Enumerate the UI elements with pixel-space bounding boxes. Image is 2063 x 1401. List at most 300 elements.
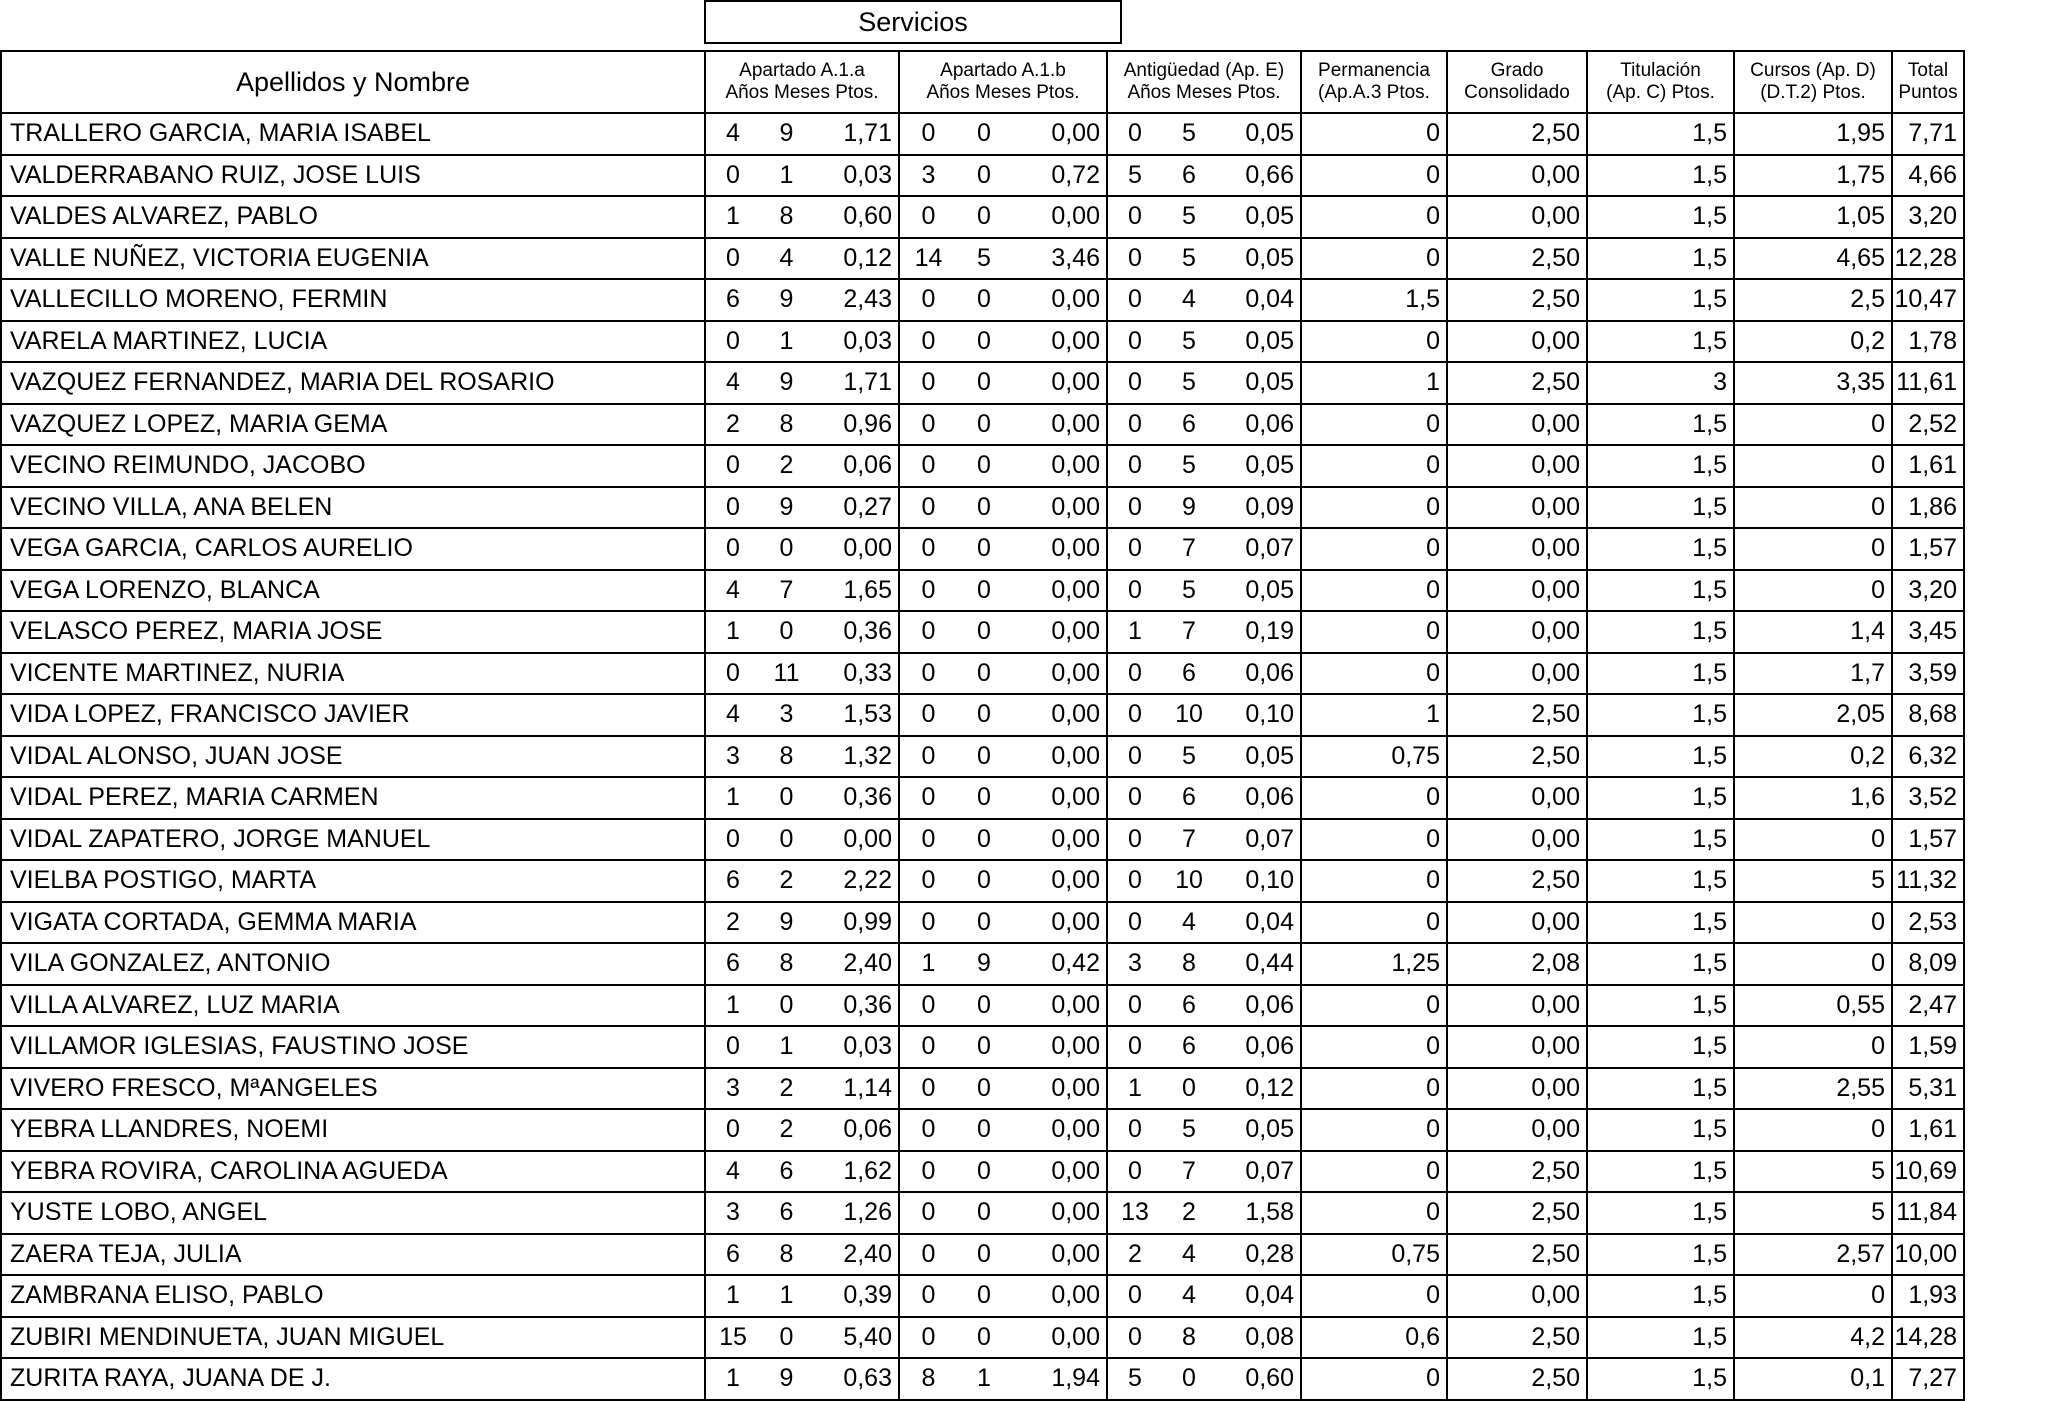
cell-grado: 2,50 <box>1447 113 1587 155</box>
cell-grado: 0,00 <box>1447 1275 1587 1317</box>
cell-a1a-months: 1 <box>779 160 794 189</box>
cell-a1b-years: 0 <box>899 321 957 363</box>
cell-antig-months: 5 <box>1182 741 1196 770</box>
header-row <box>1 51 1964 113</box>
cell-antig-points: 0,05 <box>1216 238 1301 280</box>
cell-antig-years: 0 <box>1107 985 1162 1027</box>
table-row <box>1 321 1964 363</box>
cell-a1a-years: 0 <box>705 1026 760 1068</box>
cell-total: 11,84 <box>1892 1192 1964 1234</box>
cell-antig-months: 4 <box>1182 285 1196 314</box>
cell-a1a-years: 2 <box>705 902 760 944</box>
cell-a1b-points: 0,00 <box>1011 445 1107 487</box>
cell-a1a-years: 2 <box>705 404 760 446</box>
cell-a1a-years: 4 <box>705 362 760 404</box>
cell-a1a-points: 0,06 <box>813 1109 899 1151</box>
cell-antig-points: 0,09 <box>1216 487 1301 529</box>
cell-permanencia: 0 <box>1301 902 1447 944</box>
cell-antig-months: 6 <box>1182 990 1196 1019</box>
cell-cursos: 1,6 <box>1734 777 1892 819</box>
cell-a1a-years: 6 <box>705 1234 760 1276</box>
cell-antig-points: 0,04 <box>1216 902 1301 944</box>
cell-antig-years: 0 <box>1107 113 1162 155</box>
cell-a1b-years: 0 <box>899 279 957 321</box>
cell-antig-points: 0,28 <box>1216 1234 1301 1276</box>
cell-a1b-years: 0 <box>899 736 957 778</box>
cell-antig-years: 0 <box>1107 1317 1162 1359</box>
cell-a1b-months: 0 <box>977 658 991 687</box>
cell-a1a-years: 1 <box>705 777 760 819</box>
cell-a1b-years: 14 <box>899 238 957 280</box>
header-a1a <box>705 51 899 113</box>
cell-a1b-months: 0 <box>977 368 991 397</box>
cell-permanencia: 1 <box>1301 694 1447 736</box>
cell-a1b-years: 0 <box>899 570 957 612</box>
cell-a1b-points: 0,00 <box>1011 611 1107 653</box>
cell-cursos: 0,55 <box>1734 985 1892 1027</box>
cell-name: VALLE NUÑEZ, VICTORIA EUGENIA <box>1 238 705 280</box>
cell-name: VEGA GARCIA, CARLOS AURELIO <box>1 528 705 570</box>
table-row <box>1 1109 1964 1151</box>
cell-permanencia: 0 <box>1301 570 1447 612</box>
cell-a1a-months: 2 <box>779 1115 794 1144</box>
cell-a1b-years: 0 <box>899 362 957 404</box>
header-cursos-line1: Cursos (Ap. D) <box>1750 60 1876 81</box>
header-a1a-line2: Años Meses Ptos. <box>725 82 879 103</box>
cell-total: 7,71 <box>1892 113 1964 155</box>
cell-a1b-months: 0 <box>977 617 991 646</box>
cell-antig-months: 5 <box>1182 243 1196 272</box>
table-row <box>1 736 1964 778</box>
cell-antig-points: 0,05 <box>1216 736 1301 778</box>
cell-a1a-months: 8 <box>779 409 794 438</box>
cell-a1b-points: 0,00 <box>1011 902 1107 944</box>
table-row <box>1 819 1964 861</box>
cell-permanencia: 0,75 <box>1301 736 1447 778</box>
cell-a1a-months: 0 <box>779 990 794 1019</box>
cell-a1a-years: 3 <box>705 1068 760 1110</box>
cell-titulacion: 1,5 <box>1587 1358 1734 1400</box>
cell-antig-years: 1 <box>1107 1068 1162 1110</box>
cell-antig-months: 6 <box>1182 658 1196 687</box>
cell-permanencia: 0 <box>1301 1068 1447 1110</box>
cell-a1a-points: 0,00 <box>813 528 899 570</box>
cell-titulacion: 1,5 <box>1587 155 1734 197</box>
cell-titulacion: 1,5 <box>1587 1192 1734 1234</box>
cell-total: 8,09 <box>1892 943 1964 985</box>
cell-a1b-points: 0,00 <box>1011 362 1107 404</box>
cell-antig-points: 0,06 <box>1216 404 1301 446</box>
cell-a1b-months: 0 <box>977 119 991 148</box>
cell-name: VAZQUEZ FERNANDEZ, MARIA DEL ROSARIO <box>1 362 705 404</box>
cell-a1a-points: 0,60 <box>813 196 899 238</box>
cell-antig-points: 0,05 <box>1216 362 1301 404</box>
cell-a1a-months: 0 <box>779 617 794 646</box>
cell-a1a-points: 0,33 <box>813 653 899 695</box>
table-row <box>1 1317 1964 1359</box>
cell-grado: 0,00 <box>1447 1068 1587 1110</box>
cell-a1a-points: 5,40 <box>813 1317 899 1359</box>
cell-a1b-years: 0 <box>899 113 957 155</box>
cell-a1b-years: 0 <box>899 694 957 736</box>
cell-titulacion: 1,5 <box>1587 694 1734 736</box>
header-a1a-line1: Apartado A.1.a <box>739 60 865 81</box>
cell-titulacion: 1,5 <box>1587 1068 1734 1110</box>
cell-a1b-years: 0 <box>899 404 957 446</box>
cell-total: 8,68 <box>1892 694 1964 736</box>
table-row <box>1 445 1964 487</box>
cell-permanencia: 1,25 <box>1301 943 1447 985</box>
cell-antig-months: 0 <box>1182 1364 1196 1393</box>
header-a1b <box>899 51 1107 113</box>
cell-a1b-years: 0 <box>899 196 957 238</box>
cell-a1b-years: 3 <box>899 155 957 197</box>
cell-name: VALLECILLO MORENO, FERMIN <box>1 279 705 321</box>
cell-permanencia: 0 <box>1301 1151 1447 1193</box>
cell-antig-months: 7 <box>1182 1156 1196 1185</box>
cell-a1b-points: 0,00 <box>1011 860 1107 902</box>
header-grado-line1: Grado <box>1490 60 1544 81</box>
table-row <box>1 1234 1964 1276</box>
cell-a1a-points: 0,00 <box>813 819 899 861</box>
cell-antig-months: 8 <box>1182 949 1196 978</box>
cell-titulacion: 1,5 <box>1587 985 1734 1027</box>
cell-antig-points: 0,06 <box>1216 1026 1301 1068</box>
cell-permanencia: 0 <box>1301 196 1447 238</box>
cell-a1b-months: 0 <box>977 741 991 770</box>
cell-a1a-years: 4 <box>705 113 760 155</box>
cell-a1b-years: 0 <box>899 819 957 861</box>
cell-cursos: 0 <box>1734 445 1892 487</box>
cell-cursos: 0,1 <box>1734 1358 1892 1400</box>
cell-permanencia: 0 <box>1301 1192 1447 1234</box>
cell-grado: 0,00 <box>1447 653 1587 695</box>
cell-name: VALDERRABANO RUIZ, JOSE LUIS <box>1 155 705 197</box>
cell-a1b-months: 0 <box>977 907 991 936</box>
cell-titulacion: 1,5 <box>1587 943 1734 985</box>
cell-total: 1,57 <box>1892 528 1964 570</box>
cell-antig-points: 0,66 <box>1216 155 1301 197</box>
cell-cursos: 2,57 <box>1734 1234 1892 1276</box>
cell-cursos: 3,35 <box>1734 362 1892 404</box>
table-row <box>1 404 1964 446</box>
cell-a1a-months: 9 <box>779 492 794 521</box>
cell-antig-points: 0,05 <box>1216 196 1301 238</box>
cell-a1a-points: 0,36 <box>813 611 899 653</box>
cell-a1b-years: 0 <box>899 902 957 944</box>
cell-permanencia: 0 <box>1301 487 1447 529</box>
cell-antig-years: 0 <box>1107 528 1162 570</box>
cell-total: 1,93 <box>1892 1275 1964 1317</box>
cell-total: 10,47 <box>1892 279 1964 321</box>
header-antiguedad-line2: Años Meses Ptos. <box>1127 82 1281 103</box>
cell-a1a-years: 15 <box>705 1317 760 1359</box>
cell-titulacion: 3 <box>1587 362 1734 404</box>
cell-cursos: 1,4 <box>1734 611 1892 653</box>
table-row <box>1 943 1964 985</box>
cell-antig-months: 5 <box>1182 119 1196 148</box>
cell-a1b-years: 1 <box>899 943 957 985</box>
cell-a1a-points: 0,96 <box>813 404 899 446</box>
cell-grado: 0,00 <box>1447 528 1587 570</box>
cell-a1b-years: 0 <box>899 1109 957 1151</box>
cell-a1b-points: 0,42 <box>1011 943 1107 985</box>
cell-permanencia: 1,5 <box>1301 279 1447 321</box>
cell-antig-months: 6 <box>1182 160 1196 189</box>
cell-a1b-years: 0 <box>899 1192 957 1234</box>
cell-a1a-points: 1,14 <box>813 1068 899 1110</box>
cell-a1b-points: 0,00 <box>1011 196 1107 238</box>
cell-antig-years: 0 <box>1107 777 1162 819</box>
cell-name: YEBRA LLANDRES, NOEMI <box>1 1109 705 1151</box>
cell-a1b-points: 0,72 <box>1011 155 1107 197</box>
cell-name: VILLA ALVAREZ, LUZ MARIA <box>1 985 705 1027</box>
cell-titulacion: 1,5 <box>1587 445 1734 487</box>
header-cursos-line2: (D.T.2) Ptos. <box>1760 82 1866 103</box>
cell-titulacion: 1,5 <box>1587 1109 1734 1151</box>
cell-cursos: 5 <box>1734 860 1892 902</box>
cell-cursos: 0 <box>1734 404 1892 446</box>
header-titulacion <box>1587 51 1734 113</box>
table-row <box>1 155 1964 197</box>
cell-grado: 0,00 <box>1447 985 1587 1027</box>
cell-name: VIGATA CORTADA, GEMMA MARIA <box>1 902 705 944</box>
cell-a1b-months: 0 <box>977 1198 991 1227</box>
cell-antig-years: 0 <box>1107 321 1162 363</box>
cell-total: 2,52 <box>1892 404 1964 446</box>
cell-cursos: 2,55 <box>1734 1068 1892 1110</box>
cell-antig-months: 5 <box>1182 451 1196 480</box>
cell-antig-months: 5 <box>1182 326 1196 355</box>
table-row <box>1 1275 1964 1317</box>
cell-a1a-years: 0 <box>705 445 760 487</box>
cell-total: 4,66 <box>1892 155 1964 197</box>
cell-total: 5,31 <box>1892 1068 1964 1110</box>
cell-a1a-months: 8 <box>779 741 794 770</box>
cell-grado: 0,00 <box>1447 611 1587 653</box>
cell-a1a-points: 0,36 <box>813 985 899 1027</box>
scores-table <box>0 50 1965 1401</box>
cell-a1b-months: 0 <box>977 824 991 853</box>
cell-a1a-years: 1 <box>705 611 760 653</box>
cell-cursos: 0 <box>1734 570 1892 612</box>
cell-a1a-points: 1,71 <box>813 113 899 155</box>
cell-a1a-points: 1,71 <box>813 362 899 404</box>
cell-titulacion: 1,5 <box>1587 1317 1734 1359</box>
cell-total: 2,53 <box>1892 902 1964 944</box>
cell-a1b-months: 0 <box>977 492 991 521</box>
cell-a1a-years: 4 <box>705 570 760 612</box>
cell-permanencia: 0 <box>1301 321 1447 363</box>
cell-antig-years: 0 <box>1107 487 1162 529</box>
cell-a1b-points: 0,00 <box>1011 819 1107 861</box>
cell-a1a-months: 1 <box>779 1032 794 1061</box>
table-row <box>1 860 1964 902</box>
cell-titulacion: 1,5 <box>1587 487 1734 529</box>
header-antiguedad <box>1107 51 1301 113</box>
table-row <box>1 653 1964 695</box>
cell-grado: 2,08 <box>1447 943 1587 985</box>
cell-a1b-years: 0 <box>899 445 957 487</box>
cell-total: 12,28 <box>1892 238 1964 280</box>
cell-grado: 0,00 <box>1447 819 1587 861</box>
cell-antig-years: 0 <box>1107 1109 1162 1151</box>
cell-a1b-months: 0 <box>977 1073 991 1102</box>
cell-titulacion: 1,5 <box>1587 777 1734 819</box>
cell-antig-points: 0,05 <box>1216 113 1301 155</box>
cell-a1b-points: 0,00 <box>1011 1317 1107 1359</box>
header-permanencia-line2: (Ap.A.3 Ptos. <box>1318 82 1430 103</box>
cell-a1a-points: 2,40 <box>813 1234 899 1276</box>
cell-name: VECINO REIMUNDO, JACOBO <box>1 445 705 487</box>
cell-antig-points: 0,05 <box>1216 570 1301 612</box>
cell-a1a-years: 0 <box>705 155 760 197</box>
cell-a1a-points: 2,43 <box>813 279 899 321</box>
cell-grado: 0,00 <box>1447 570 1587 612</box>
cell-titulacion: 1,5 <box>1587 1151 1734 1193</box>
cell-titulacion: 1,5 <box>1587 611 1734 653</box>
cell-a1a-years: 3 <box>705 736 760 778</box>
cell-a1a-points: 0,12 <box>813 238 899 280</box>
cell-a1a-months: 0 <box>779 1322 794 1351</box>
cell-cursos: 2,05 <box>1734 694 1892 736</box>
cell-cursos: 0 <box>1734 1109 1892 1151</box>
cell-grado: 2,50 <box>1447 279 1587 321</box>
cell-antig-years: 0 <box>1107 902 1162 944</box>
cell-grado: 0,00 <box>1447 445 1587 487</box>
cell-a1b-months: 0 <box>977 1032 991 1061</box>
header-name: Apellidos y Nombre <box>1 51 705 113</box>
cell-antig-years: 0 <box>1107 404 1162 446</box>
cell-antig-months: 5 <box>1182 202 1196 231</box>
cell-a1b-points: 0,00 <box>1011 404 1107 446</box>
cell-permanencia: 0 <box>1301 860 1447 902</box>
cell-a1b-points: 0,00 <box>1011 528 1107 570</box>
cell-name: ZUBIRI MENDINUETA, JUAN MIGUEL <box>1 1317 705 1359</box>
cell-antig-points: 0,07 <box>1216 528 1301 570</box>
cell-name: VIDAL ZAPATERO, JORGE MANUEL <box>1 819 705 861</box>
cell-cursos: 0,2 <box>1734 321 1892 363</box>
cell-a1b-months: 0 <box>977 1322 991 1351</box>
cell-total: 1,57 <box>1892 819 1964 861</box>
cell-a1a-months: 6 <box>779 1156 794 1185</box>
table-row <box>1 487 1964 529</box>
cell-permanencia: 0 <box>1301 113 1447 155</box>
cell-total: 10,69 <box>1892 1151 1964 1193</box>
cell-permanencia: 0 <box>1301 611 1447 653</box>
cell-a1a-months: 8 <box>779 949 794 978</box>
cell-a1a-months: 9 <box>779 285 794 314</box>
cell-grado: 0,00 <box>1447 487 1587 529</box>
header-titulacion-line1: Titulación <box>1620 60 1701 81</box>
cell-permanencia: 0 <box>1301 1109 1447 1151</box>
table-row <box>1 1358 1964 1400</box>
cell-antig-points: 0,04 <box>1216 279 1301 321</box>
cell-grado: 2,50 <box>1447 1358 1587 1400</box>
cell-name: YUSTE LOBO, ANGEL <box>1 1192 705 1234</box>
cell-a1a-points: 1,53 <box>813 694 899 736</box>
cell-antig-months: 10 <box>1175 866 1203 895</box>
cell-total: 1,61 <box>1892 1109 1964 1151</box>
cell-a1a-months: 8 <box>779 1239 794 1268</box>
cell-grado: 0,00 <box>1447 1109 1587 1151</box>
cell-permanencia: 0 <box>1301 819 1447 861</box>
header-titulacion-line2: (Ap. C) Ptos. <box>1606 82 1715 103</box>
cell-name: VILLAMOR IGLESIAS, FAUSTINO JOSE <box>1 1026 705 1068</box>
cell-permanencia: 0,6 <box>1301 1317 1447 1359</box>
cell-grado: 2,50 <box>1447 1151 1587 1193</box>
servicios-group-title: Servicios <box>704 0 1122 44</box>
cell-name: VALDES ALVAREZ, PABLO <box>1 196 705 238</box>
cell-a1b-years: 0 <box>899 611 957 653</box>
cell-cursos: 1,7 <box>1734 653 1892 695</box>
cell-permanencia: 0 <box>1301 1275 1447 1317</box>
cell-a1a-months: 9 <box>779 119 794 148</box>
table-row <box>1 113 1964 155</box>
cell-name: VELASCO PEREZ, MARIA JOSE <box>1 611 705 653</box>
cell-grado: 0,00 <box>1447 155 1587 197</box>
cell-titulacion: 1,5 <box>1587 279 1734 321</box>
cell-cursos: 1,95 <box>1734 113 1892 155</box>
cell-antig-years: 2 <box>1107 1234 1162 1276</box>
cell-permanencia: 0 <box>1301 777 1447 819</box>
cell-a1a-months: 9 <box>779 907 794 936</box>
table-row <box>1 777 1964 819</box>
cell-antig-points: 0,10 <box>1216 860 1301 902</box>
cell-cursos: 0 <box>1734 819 1892 861</box>
cell-a1a-months: 1 <box>779 1281 794 1310</box>
cell-a1a-points: 0,36 <box>813 777 899 819</box>
cell-total: 1,78 <box>1892 321 1964 363</box>
cell-titulacion: 1,5 <box>1587 321 1734 363</box>
cell-a1a-months: 9 <box>779 1364 794 1393</box>
cell-antig-points: 0,05 <box>1216 1109 1301 1151</box>
cell-grado: 0,00 <box>1447 902 1587 944</box>
cell-cursos: 1,05 <box>1734 196 1892 238</box>
cell-antig-months: 6 <box>1182 409 1196 438</box>
cell-a1a-points: 2,22 <box>813 860 899 902</box>
cell-antig-years: 0 <box>1107 570 1162 612</box>
cell-a1b-months: 9 <box>977 949 991 978</box>
cell-a1a-points: 0,63 <box>813 1358 899 1400</box>
cell-a1a-months: 8 <box>779 202 794 231</box>
cell-antig-years: 0 <box>1107 196 1162 238</box>
cell-permanencia: 0 <box>1301 985 1447 1027</box>
cell-a1b-points: 1,94 <box>1011 1358 1107 1400</box>
cell-cursos: 0,2 <box>1734 736 1892 778</box>
cell-name: VAZQUEZ LOPEZ, MARIA GEMA <box>1 404 705 446</box>
cell-cursos: 5 <box>1734 1151 1892 1193</box>
cell-antig-months: 5 <box>1182 575 1196 604</box>
cell-permanencia: 1 <box>1301 362 1447 404</box>
cell-antig-points: 0,44 <box>1216 943 1301 985</box>
cell-a1b-months: 0 <box>977 1239 991 1268</box>
cell-antig-points: 0,19 <box>1216 611 1301 653</box>
cell-titulacion: 1,5 <box>1587 1275 1734 1317</box>
cell-name: VIDAL ALONSO, JUAN JOSE <box>1 736 705 778</box>
cell-name: VECINO VILLA, ANA BELEN <box>1 487 705 529</box>
cell-antig-points: 0,06 <box>1216 653 1301 695</box>
cell-a1a-years: 3 <box>705 1192 760 1234</box>
cell-antig-years: 0 <box>1107 1026 1162 1068</box>
cell-antig-years: 0 <box>1107 653 1162 695</box>
cell-titulacion: 1,5 <box>1587 860 1734 902</box>
cell-antig-months: 7 <box>1182 534 1196 563</box>
cell-antig-years: 3 <box>1107 943 1162 985</box>
cell-a1a-years: 6 <box>705 943 760 985</box>
cell-a1b-months: 0 <box>977 160 991 189</box>
cell-a1a-months: 0 <box>779 824 794 853</box>
